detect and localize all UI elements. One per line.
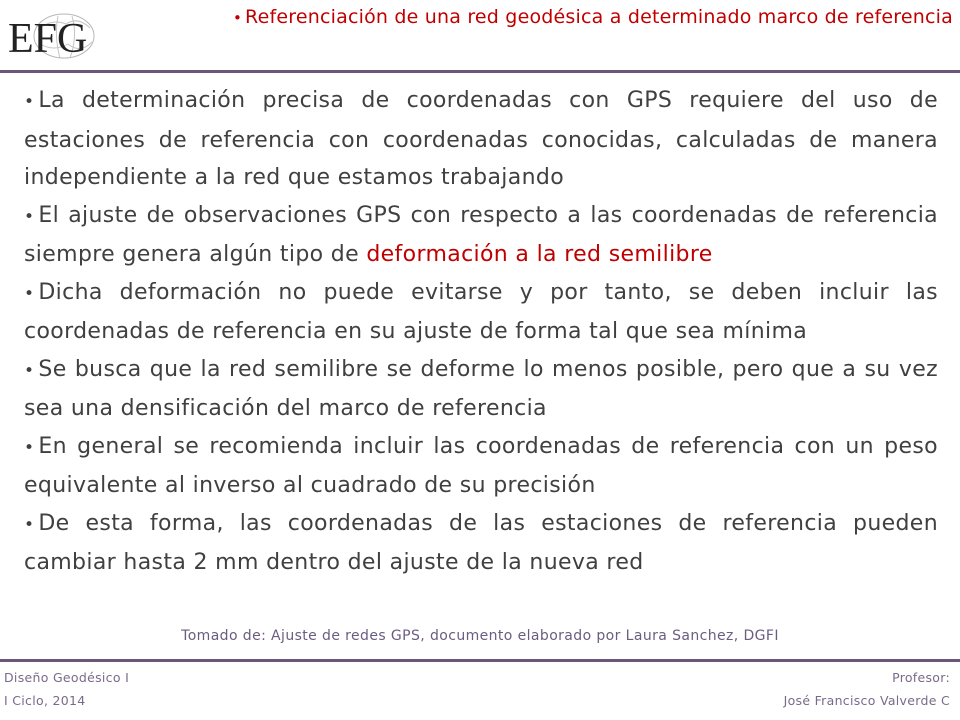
bullet-list (24, 82, 938, 582)
bullet-highlight-text: deformación a la red semilibre (366, 242, 713, 267)
bullet-marker: • (24, 92, 35, 112)
bullet-text: En general se recomienda incluir las coordenadas de referencia con un peso equivalente al inverso al cuadrado de su precisión (24, 433, 938, 498)
bullet-text: La determinación precisa de coordenadas con GPS requiere del uso de estaciones de referencia con coordenadas conocidas, calculadas de manera independiente a la red que estamos trabajando (24, 88, 938, 190)
course-name: Diseño Geodésico I (4, 670, 130, 685)
footer-course-info (4, 666, 129, 712)
title-bullet: • (232, 9, 243, 27)
footer-divider (0, 659, 960, 662)
title-text: Referenciación de una red geodésica a determinado marco de referencia (245, 6, 953, 28)
list-item (24, 505, 938, 582)
source-citation: Tomado de: Ajuste de redes GPS, documento elaborado por Laura Sanchez, DGFI (181, 628, 779, 644)
bullet-text: Se busca que la red semilibre se deforme lo menos posible, pero que a su vez sea una densificación del marco de referencia (24, 356, 938, 421)
header-divider (0, 70, 960, 73)
bullet-text: El ajuste de observaciones GPS con respecto a las coordenadas de referencia siempre genera algún tipo de (24, 202, 938, 267)
professor-name: José Francisco Valverde C (783, 693, 950, 708)
list-item (24, 351, 938, 428)
slide-title (215, 2, 953, 34)
professor-label: Profesor: (892, 670, 950, 685)
list-item (24, 428, 938, 505)
bullet-marker: • (24, 206, 35, 227)
bullet-marker: • (24, 360, 35, 381)
svg-text:EFG: EFG (8, 16, 88, 62)
bullet-text: Dicha deformación no puede evitarse y por tanto, se deben incluir las coordenadas de referencia en su ajuste de forma tal que sea mínima (24, 279, 938, 344)
footer-professor-info (784, 666, 950, 712)
list-item (24, 274, 938, 351)
bullet-marker: • (24, 283, 35, 304)
bullet-text: De esta forma, las coordenadas de las estaciones de referencia pueden cambiar hasta 2 mm dentro del ajuste de la nueva red (24, 510, 938, 575)
list-item (24, 82, 938, 197)
efg-logo (6, 8, 118, 64)
bullet-marker: • (24, 437, 35, 458)
bullet-marker: • (24, 514, 35, 535)
list-item (24, 197, 938, 274)
course-term: I Ciclo, 2014 (4, 693, 86, 708)
